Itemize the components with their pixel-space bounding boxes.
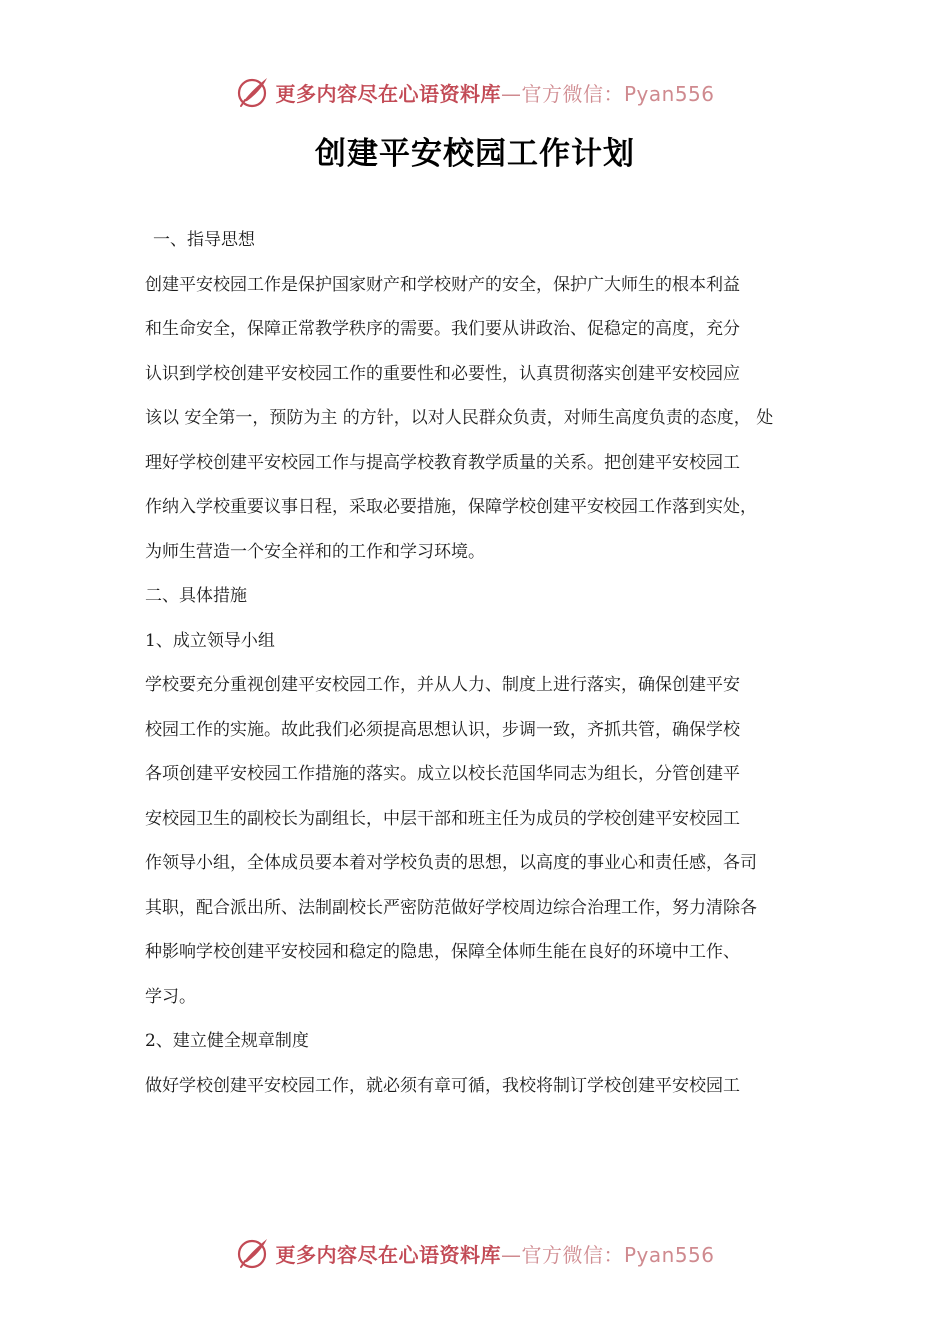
paragraph-line: 认识到学校创建平安校园工作的重要性和必要性，认真贯彻落实创建平安校园应	[145, 363, 740, 384]
document-body	[145, 218, 825, 1108]
paragraph-line: 学校要充分重视创建平安校园工作，并从人力、制度上进行落实，确保创建平安	[145, 675, 740, 695]
watermark-wechat-id: Pyan556	[623, 1242, 715, 1267]
watermark-wechat-label: 官方微信：	[521, 81, 624, 106]
quill-logo-icon	[235, 74, 271, 110]
header-watermark	[0, 72, 950, 112]
watermark-separator: —	[500, 81, 522, 106]
paragraph-line: 学习。	[145, 986, 196, 1007]
section-heading-guiding-ideology: 一、指导思想	[153, 230, 255, 250]
paragraph-line: 创建平安校园工作是保护国家财产和学校财产的安全，保护广大师生的根本利益	[145, 274, 740, 295]
watermark-wechat-id: Pyan556	[623, 81, 715, 106]
watermark-text	[275, 78, 714, 107]
subsection-heading-leadership-group: 1、成立领导小组	[145, 630, 275, 651]
watermark-main: 更多内容尽在心语资料库	[275, 1242, 501, 1267]
paragraph-line: 该以 安全第一，预防为主 的方针，以对人民群众负责，对师生高度负责的态度， 处	[145, 408, 774, 428]
section-heading-specific-measures: 二、具体措施	[145, 586, 247, 606]
watermark-main: 更多内容尽在心语资料库	[275, 81, 501, 106]
paragraph-line: 理好学校创建平安校园工作与提高学校教育教学质量的关系。把创建平安校园工	[145, 452, 740, 473]
paragraph-line: 和生命安全，保障正常教学秩序的需要。我们要从讲政治、促稳定的高度，充分	[145, 319, 740, 339]
document-title: 创建平安校园工作计划	[315, 136, 635, 172]
paragraph-line: 作领导小组，全体成员要本着对学校负责的思想，以高度的事业心和责任感，各司	[145, 853, 757, 873]
paragraph-line: 各项创建平安校园工作措施的落实。成立以校长范国华同志为组长，分管创建平	[145, 764, 740, 784]
paragraph-line: 作纳入学校重要议事日程，采取必要措施，保障学校创建平安校园工作落到实处，	[145, 497, 757, 517]
footer-watermark	[0, 1233, 950, 1273]
paragraph-line: 做好学校创建平安校园工作，就必须有章可循，我校将制订学校创建平安校园工	[145, 1075, 740, 1096]
quill-logo-icon	[235, 1235, 271, 1271]
watermark-separator: —	[500, 1242, 522, 1267]
watermark-wechat-label: 官方微信：	[521, 1242, 624, 1267]
paragraph-line: 为师生营造一个安全祥和的工作和学习环境。	[145, 541, 485, 562]
paragraph-line: 校园工作的实施。故此我们必须提高思想认识，步调一致，齐抓共管，确保学校	[145, 719, 740, 740]
subsection-heading-rules-system: 2、建立健全规章制度	[145, 1031, 309, 1051]
paragraph-line: 种影响学校创建平安校园和稳定的隐患，保障全体师生能在良好的环境中工作、	[145, 942, 740, 962]
paragraph-line: 安校园卫生的副校长为副组长，中层干部和班主任为成员的学校创建平安校园工	[145, 808, 740, 829]
watermark-text	[275, 1239, 714, 1268]
paragraph-line: 其职，配合派出所、法制副校长严密防范做好学校周边综合治理工作，努力清除各	[145, 897, 757, 918]
